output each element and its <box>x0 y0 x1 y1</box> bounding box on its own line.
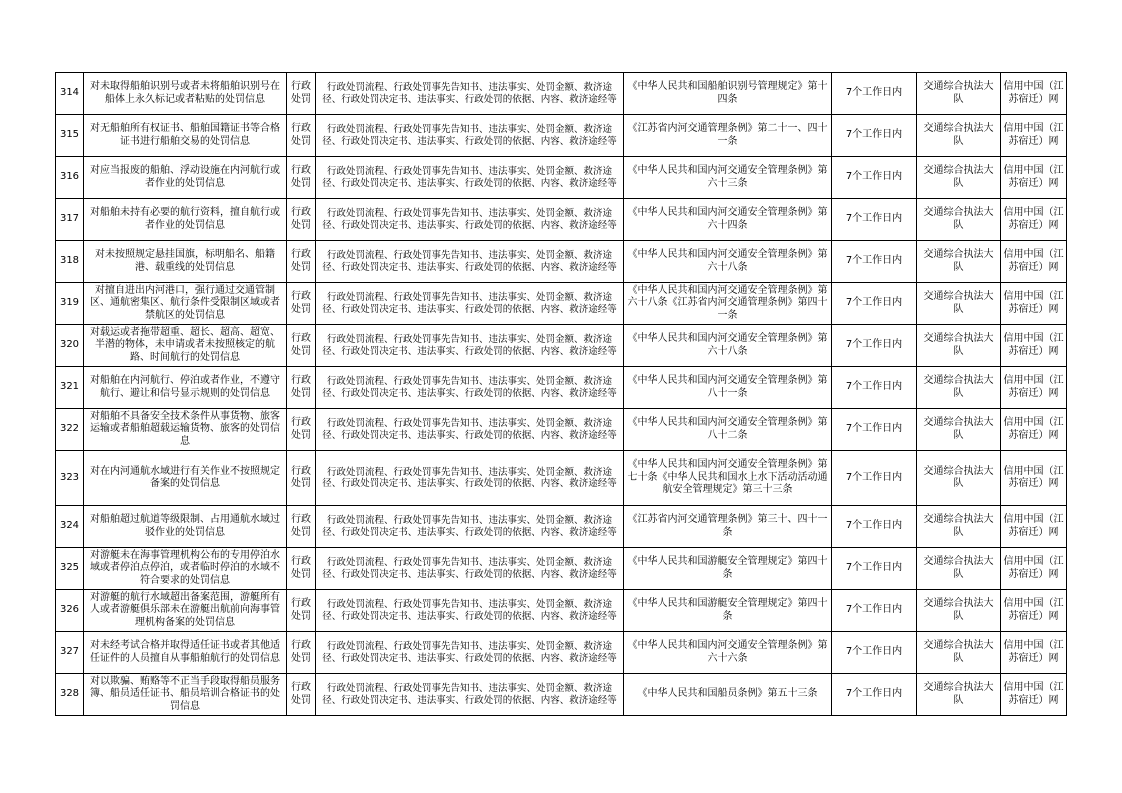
penalty-type-cell: 行政处罚 <box>287 590 316 632</box>
legal-basis-cell: 《中华人民共和国内河交通安全管理条例》第八十二条 <box>624 409 832 451</box>
disclosure-time-cell: 7个工作日内 <box>832 451 917 506</box>
table-row <box>56 409 1067 451</box>
penalty-type-cell: 行政处罚 <box>287 73 316 115</box>
disclosure-channel-cell: 信用中国（江苏宿迁）网 <box>1001 409 1067 451</box>
responsible-department-cell: 交通综合执法大队 <box>917 548 1001 590</box>
responsible-department-cell: 交通综合执法大队 <box>917 409 1001 451</box>
disclosure-channel-cell: 信用中国（江苏宿迁）网 <box>1001 674 1067 716</box>
table-row <box>56 199 1067 241</box>
disclosure-items-cell: 行政处罚流程、行政处罚事先告知书、违法事实、处罚金额、救济途径、行政处罚决定书、违法事实、行政处罚的依据、内容、救济途经等 <box>316 409 624 451</box>
penalty-type-cell: 行政处罚 <box>287 632 316 674</box>
penalty-type-cell: 行政处罚 <box>287 367 316 409</box>
item-name-cell: 对船舶不具备安全技术条件从事货物、旅客运输或者船舶超载运输货物、旅客的处罚信息 <box>84 409 287 451</box>
legal-basis-cell: 《中华人民共和国内河交通安全管理条例》第六十八条 <box>624 325 832 367</box>
disclosure-items-cell: 行政处罚流程、行政处罚事先告知书、违法事实、处罚金额、救济途径、行政处罚决定书、违法事实、行政处罚的依据、内容、救济途经等 <box>316 325 624 367</box>
responsible-department-cell: 交通综合执法大队 <box>917 73 1001 115</box>
responsible-department-cell: 交通综合执法大队 <box>917 506 1001 548</box>
disclosure-items-cell: 行政处罚流程、行政处罚事先告知书、违法事实、处罚金额、救济途径、行政处罚决定书、违法事实、行政处罚的依据、内容、救济途经等 <box>316 73 624 115</box>
disclosure-channel-cell: 信用中国（江苏宿迁）网 <box>1001 283 1067 325</box>
legal-basis-cell: 《中华人民共和国内河交通安全管理条例》第六十八条 <box>624 241 832 283</box>
row-number-cell: 324 <box>56 506 84 548</box>
table-row <box>56 548 1067 590</box>
penalty-type-cell: 行政处罚 <box>287 506 316 548</box>
row-number-cell: 314 <box>56 73 84 115</box>
legal-basis-cell: 《中华人民共和国船舶识别号管理规定》第十四条 <box>624 73 832 115</box>
row-number-cell: 321 <box>56 367 84 409</box>
disclosure-items-cell: 行政处罚流程、行政处罚事先告知书、违法事实、处罚金额、救济途径、行政处罚决定书、违法事实、行政处罚的依据、内容、救济途经等 <box>316 157 624 199</box>
disclosure-items-cell: 行政处罚流程、行政处罚事先告知书、违法事实、处罚金额、救济途径、行政处罚决定书、违法事实、行政处罚的依据、内容、救济途经等 <box>316 506 624 548</box>
row-number-cell: 316 <box>56 157 84 199</box>
row-number-cell: 328 <box>56 674 84 716</box>
disclosure-items-cell: 行政处罚流程、行政处罚事先告知书、违法事实、处罚金额、救济途径、行政处罚决定书、违法事实、行政处罚的依据、内容、救济途经等 <box>316 590 624 632</box>
row-number-cell: 322 <box>56 409 84 451</box>
row-number-cell: 327 <box>56 632 84 674</box>
disclosure-channel-cell: 信用中国（江苏宿迁）网 <box>1001 157 1067 199</box>
disclosure-time-cell: 7个工作日内 <box>832 506 917 548</box>
item-name-cell: 对以欺骗、贿赂等不正当手段取得船员服务簿、船员适任证书、船员培训合格证书的处罚信息 <box>84 674 287 716</box>
disclosure-channel-cell: 信用中国（江苏宿迁）网 <box>1001 451 1067 506</box>
row-number-cell: 319 <box>56 283 84 325</box>
penalty-type-cell: 行政处罚 <box>287 325 316 367</box>
item-name-cell: 对载运或者拖带超重、超长、超高、超宽、半潜的物体，未申请或者未按照核定的航路、时间航行的处罚信息 <box>84 325 287 367</box>
disclosure-items-cell: 行政处罚流程、行政处罚事先告知书、违法事实、处罚金额、救济途径、行政处罚决定书、违法事实、行政处罚的依据、内容、救济途经等 <box>316 451 624 506</box>
legal-basis-cell: 《中华人民共和国内河交通安全管理条例》第六十四条 <box>624 199 832 241</box>
table-row <box>56 157 1067 199</box>
responsible-department-cell: 交通综合执法大队 <box>917 451 1001 506</box>
legal-basis-cell: 《中华人民共和国内河交通安全管理条例》第七十条《中华人民共和国水上水下活动活动通航安全管理规定》第三十三条 <box>624 451 832 506</box>
table-row <box>56 241 1067 283</box>
responsible-department-cell: 交通综合执法大队 <box>917 367 1001 409</box>
table-row <box>56 590 1067 632</box>
item-name-cell: 对未取得船舶识别号或者未将船舶识别号在船体上永久标记或者粘贴的处罚信息 <box>84 73 287 115</box>
legal-basis-cell: 《江苏省内河交通管理条例》第三十、四十一条 <box>624 506 832 548</box>
disclosure-channel-cell: 信用中国（江苏宿迁）网 <box>1001 115 1067 157</box>
item-name-cell: 对游艇未在海事管理机构公布的专用停泊水域或者停泊点停泊，或者临时停泊的水域不符合要求的处罚信息 <box>84 548 287 590</box>
row-number-cell: 325 <box>56 548 84 590</box>
responsible-department-cell: 交通综合执法大队 <box>917 115 1001 157</box>
disclosure-channel-cell: 信用中国（江苏宿迁）网 <box>1001 199 1067 241</box>
legal-basis-cell: 《中华人民共和国游艇安全管理规定》第四十条 <box>624 548 832 590</box>
legal-basis-cell: 《中华人民共和国内河交通安全管理条例》第六十三条 <box>624 157 832 199</box>
table-row <box>56 451 1067 506</box>
disclosure-items-cell: 行政处罚流程、行政处罚事先告知书、违法事实、处罚金额、救济途径、行政处罚决定书、违法事实、行政处罚的依据、内容、救济途经等 <box>316 367 624 409</box>
row-number-cell: 320 <box>56 325 84 367</box>
item-name-cell: 对应当报废的船舶、浮动设施在内河航行或者作业的处罚信息 <box>84 157 287 199</box>
table-row <box>56 506 1067 548</box>
table-row <box>56 115 1067 157</box>
disclosure-channel-cell: 信用中国（江苏宿迁）网 <box>1001 506 1067 548</box>
disclosure-time-cell: 7个工作日内 <box>832 241 917 283</box>
disclosure-items-cell: 行政处罚流程、行政处罚事先告知书、违法事实、处罚金额、救济途径、行政处罚决定书、违法事实、行政处罚的依据、内容、救济途经等 <box>316 199 624 241</box>
disclosure-channel-cell: 信用中国（江苏宿迁）网 <box>1001 241 1067 283</box>
disclosure-items-cell: 行政处罚流程、行政处罚事先告知书、违法事实、处罚金额、救济途径、行政处罚决定书、违法事实、行政处罚的依据、内容、救济途经等 <box>316 548 624 590</box>
legal-basis-cell: 《中华人民共和国内河交通安全管理条例》第六十六条 <box>624 632 832 674</box>
item-name-cell: 对游艇的航行水域超出备案范围，游艇所有人或者游艇俱乐部未在游艇出航前向海事管理机构备案的处罚信息 <box>84 590 287 632</box>
disclosure-time-cell: 7个工作日内 <box>832 590 917 632</box>
item-name-cell: 对船舶超过航道等级限制、占用通航水域过驳作业的处罚信息 <box>84 506 287 548</box>
penalty-type-cell: 行政处罚 <box>287 548 316 590</box>
item-name-cell: 对在内河通航水域进行有关作业不按照规定备案的处罚信息 <box>84 451 287 506</box>
disclosure-channel-cell: 信用中国（江苏宿迁）网 <box>1001 590 1067 632</box>
table-body <box>56 73 1067 716</box>
item-name-cell: 对擅自进出内河港口，强行通过交通管制区、通航密集区、航行条件受限制区域或者禁航区的处罚信息 <box>84 283 287 325</box>
disclosure-time-cell: 7个工作日内 <box>832 283 917 325</box>
table-row <box>56 367 1067 409</box>
disclosure-time-cell: 7个工作日内 <box>832 325 917 367</box>
responsible-department-cell: 交通综合执法大队 <box>917 157 1001 199</box>
penalty-type-cell: 行政处罚 <box>287 115 316 157</box>
disclosure-time-cell: 7个工作日内 <box>832 73 917 115</box>
item-name-cell: 对船舶在内河航行、停泊或者作业，不遵守航行、避让和信号显示规则的处罚信息 <box>84 367 287 409</box>
responsible-department-cell: 交通综合执法大队 <box>917 632 1001 674</box>
disclosure-time-cell: 7个工作日内 <box>832 409 917 451</box>
responsible-department-cell: 交通综合执法大队 <box>917 241 1001 283</box>
disclosure-time-cell: 7个工作日内 <box>832 632 917 674</box>
penalty-type-cell: 行政处罚 <box>287 199 316 241</box>
responsible-department-cell: 交通综合执法大队 <box>917 674 1001 716</box>
row-number-cell: 318 <box>56 241 84 283</box>
penalty-type-cell: 行政处罚 <box>287 451 316 506</box>
table-row <box>56 283 1067 325</box>
penalty-type-cell: 行政处罚 <box>287 409 316 451</box>
disclosure-time-cell: 7个工作日内 <box>832 157 917 199</box>
item-name-cell: 对无船舶所有权证书、船舶国籍证书等合格证书进行船舶交易的处罚信息 <box>84 115 287 157</box>
disclosure-time-cell: 7个工作日内 <box>832 674 917 716</box>
table-row <box>56 73 1067 115</box>
disclosure-items-cell: 行政处罚流程、行政处罚事先告知书、违法事实、处罚金额、救济途径、行政处罚决定书、违法事实、行政处罚的依据、内容、救济途经等 <box>316 632 624 674</box>
disclosure-items-cell: 行政处罚流程、行政处罚事先告知书、违法事实、处罚金额、救济途径、行政处罚决定书、违法事实、行政处罚的依据、内容、救济途经等 <box>316 674 624 716</box>
legal-basis-cell: 《中华人民共和国内河交通安全管理条例》第六十八条《江苏省内河交通管理条例》第四十一条 <box>624 283 832 325</box>
item-name-cell: 对未经考试合格并取得适任证书或者其他适任证件的人员擅自从事船舶航行的处罚信息 <box>84 632 287 674</box>
disclosure-channel-cell: 信用中国（江苏宿迁）网 <box>1001 632 1067 674</box>
item-name-cell: 对船舶未持有必要的航行资料，擅自航行或者作业的处罚信息 <box>84 199 287 241</box>
responsible-department-cell: 交通综合执法大队 <box>917 199 1001 241</box>
disclosure-items-cell: 行政处罚流程、行政处罚事先告知书、违法事实、处罚金额、救济途径、行政处罚决定书、违法事实、行政处罚的依据、内容、救济途经等 <box>316 283 624 325</box>
disclosure-time-cell: 7个工作日内 <box>832 548 917 590</box>
table-row <box>56 674 1067 716</box>
item-name-cell: 对未按照规定悬挂国旗，标明船名、船籍港、载重线的处罚信息 <box>84 241 287 283</box>
disclosure-channel-cell: 信用中国（江苏宿迁）网 <box>1001 367 1067 409</box>
penalty-type-cell: 行政处罚 <box>287 674 316 716</box>
disclosure-time-cell: 7个工作日内 <box>832 367 917 409</box>
disclosure-channel-cell: 信用中国（江苏宿迁）网 <box>1001 548 1067 590</box>
penalty-type-cell: 行政处罚 <box>287 241 316 283</box>
table-row <box>56 325 1067 367</box>
disclosure-time-cell: 7个工作日内 <box>832 199 917 241</box>
disclosure-time-cell: 7个工作日内 <box>832 115 917 157</box>
row-number-cell: 323 <box>56 451 84 506</box>
table-row <box>56 632 1067 674</box>
disclosure-table <box>55 72 1067 716</box>
responsible-department-cell: 交通综合执法大队 <box>917 590 1001 632</box>
responsible-department-cell: 交通综合执法大队 <box>917 325 1001 367</box>
penalty-type-cell: 行政处罚 <box>287 157 316 199</box>
row-number-cell: 326 <box>56 590 84 632</box>
legal-basis-cell: 《中华人民共和国内河交通安全管理条例》第八十一条 <box>624 367 832 409</box>
disclosure-items-cell: 行政处罚流程、行政处罚事先告知书、违法事实、处罚金额、救济途径、行政处罚决定书、违法事实、行政处罚的依据、内容、救济途经等 <box>316 241 624 283</box>
legal-basis-cell: 《中华人民共和国船员条例》第五十三条 <box>624 674 832 716</box>
row-number-cell: 315 <box>56 115 84 157</box>
disclosure-channel-cell: 信用中国（江苏宿迁）网 <box>1001 325 1067 367</box>
legal-basis-cell: 《江苏省内河交通管理条例》第二十一、四十一条 <box>624 115 832 157</box>
disclosure-items-cell: 行政处罚流程、行政处罚事先告知书、违法事实、处罚金额、救济途径、行政处罚决定书、违法事实、行政处罚的依据、内容、救济途经等 <box>316 115 624 157</box>
penalty-type-cell: 行政处罚 <box>287 283 316 325</box>
responsible-department-cell: 交通综合执法大队 <box>917 283 1001 325</box>
legal-basis-cell: 《中华人民共和国游艇安全管理规定》第四十条 <box>624 590 832 632</box>
row-number-cell: 317 <box>56 199 84 241</box>
disclosure-channel-cell: 信用中国（江苏宿迁）网 <box>1001 73 1067 115</box>
